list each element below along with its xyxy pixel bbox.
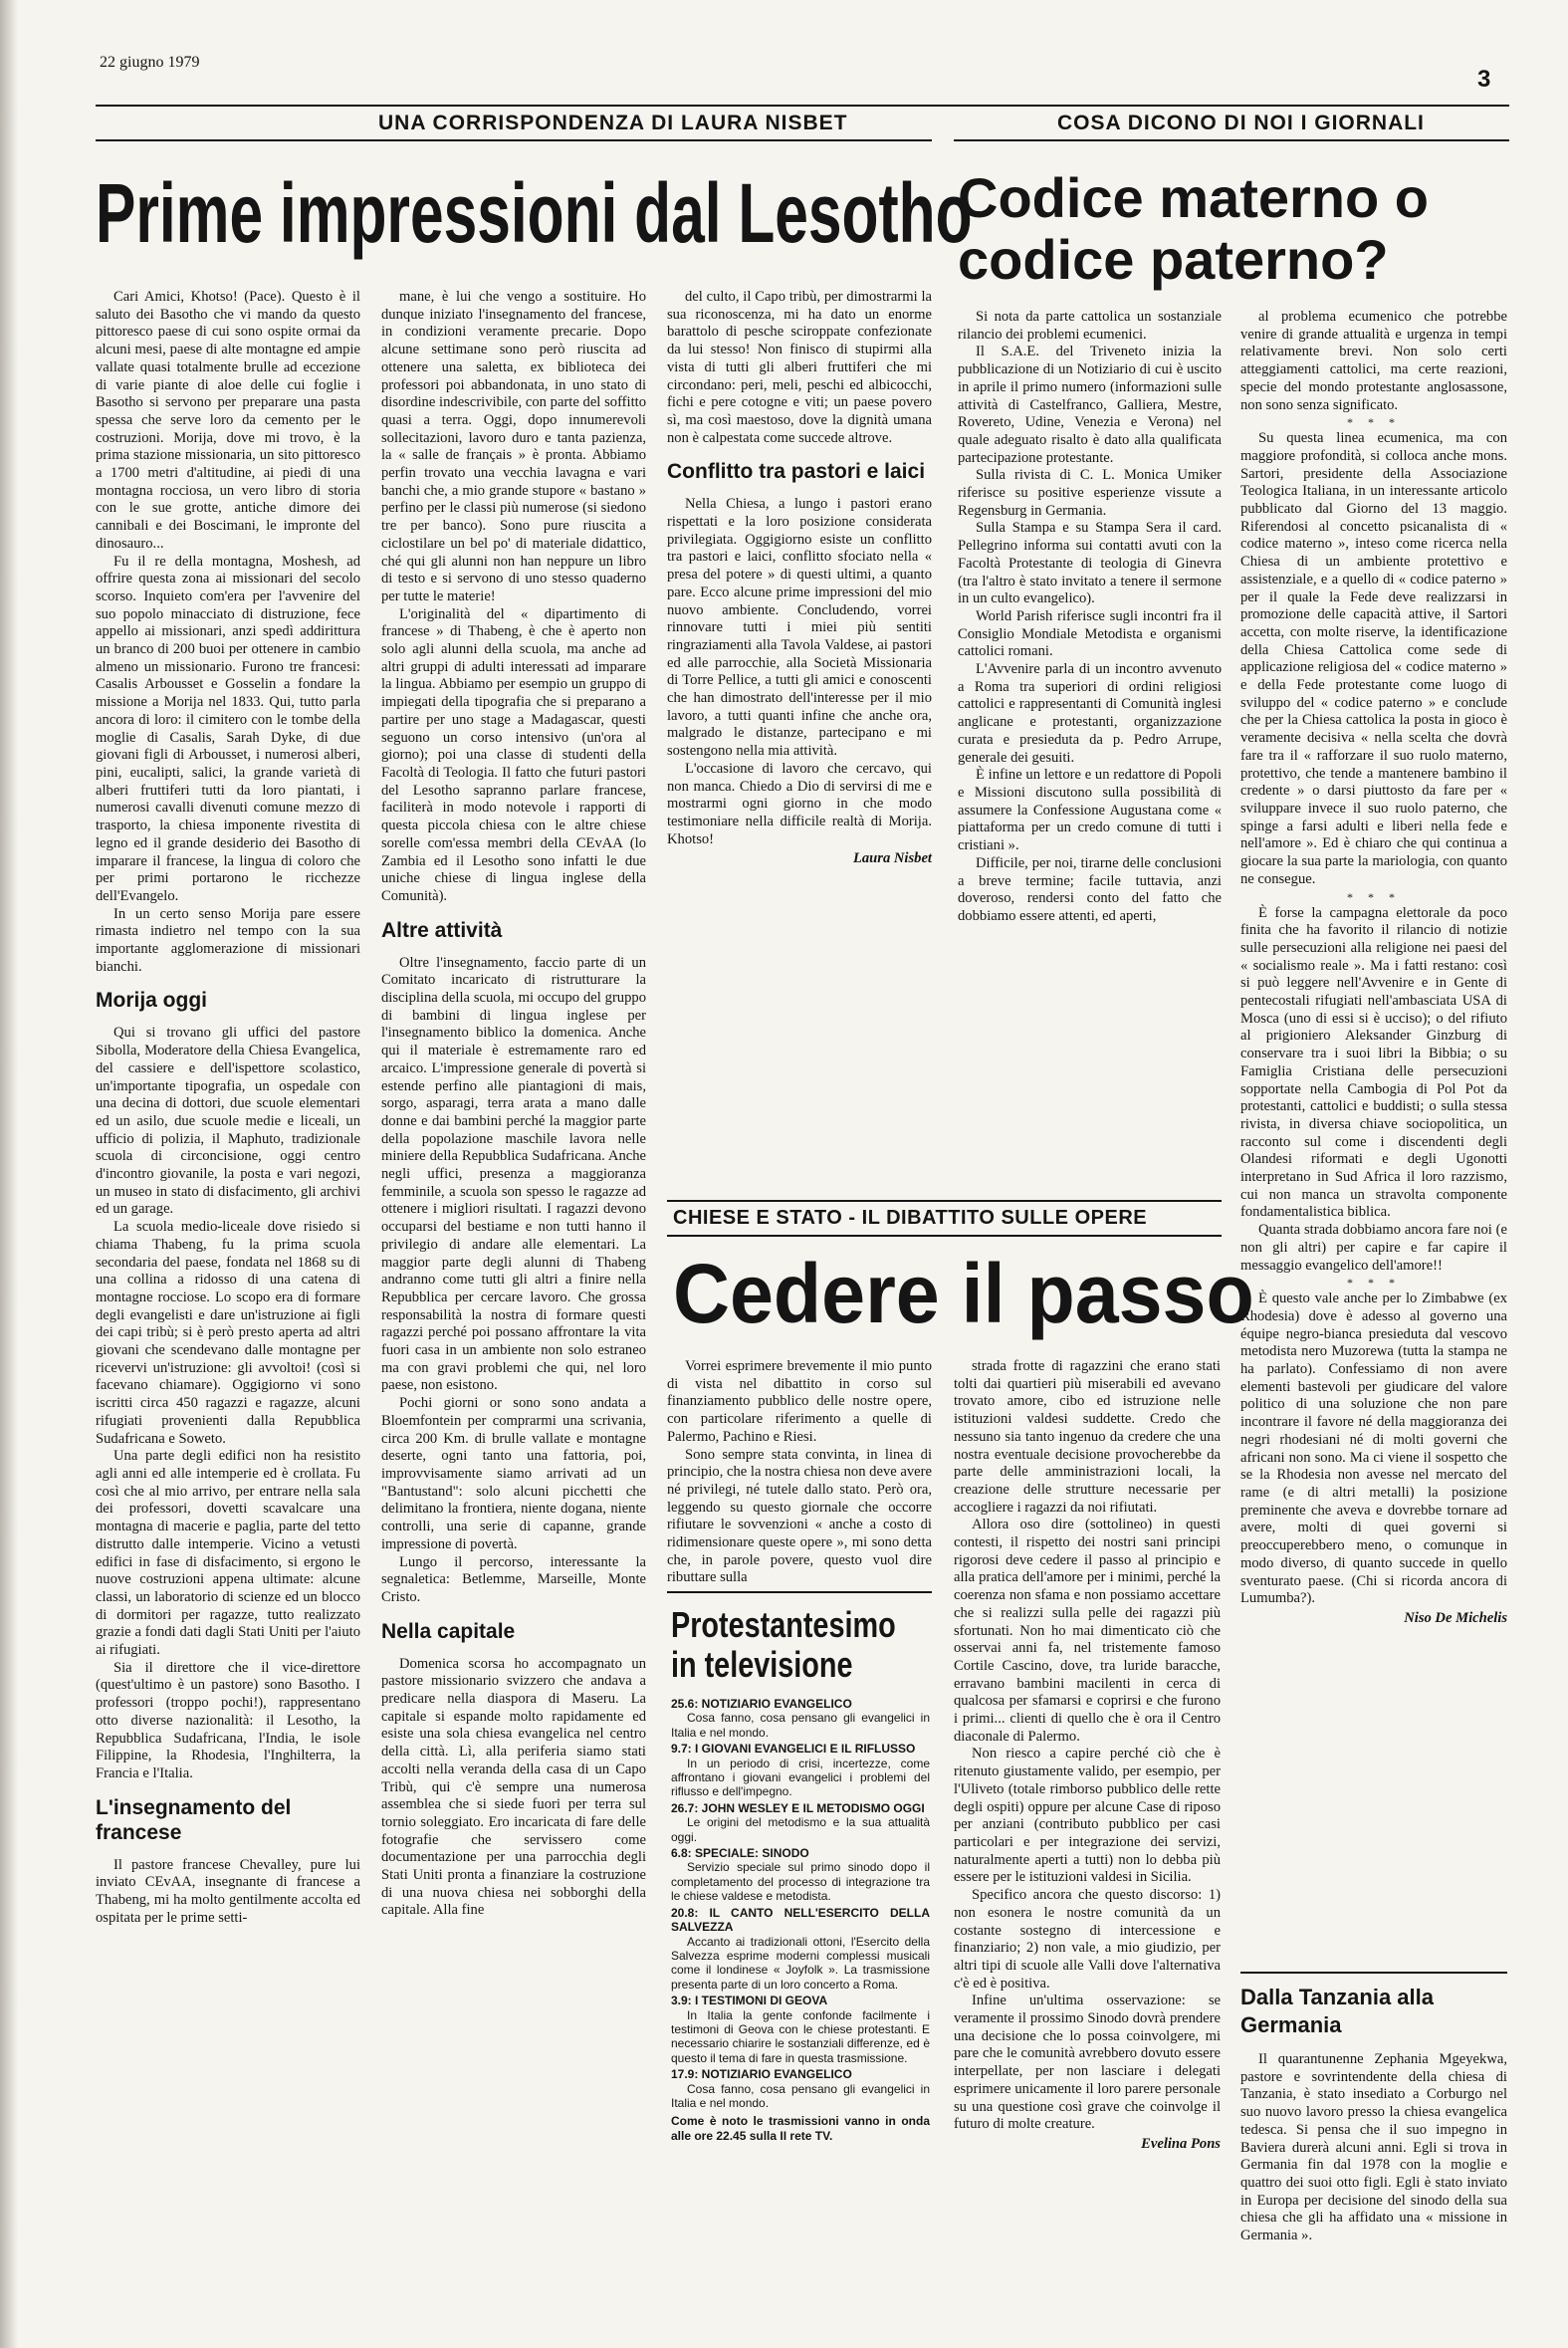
tv-title-line-1: Protestantesimo: [671, 1604, 896, 1645]
paragraph: Il S.A.E. del Triveneto inizia la pubblicazione di un Notiziario di cui è uscito in aprile il primo numero (informazioni sulle attività di Castelfranco, Galliera, Mestre, Rovereto, Udine, Venezia e Verona) nel quale adeguato risalto è dato alla qualificata partecipazione protestante.: [958, 344, 1222, 466]
signature-nisbet: Laura Nisbet: [852, 850, 932, 867]
paragraph: Difficile, per noi, tirarne delle conclusioni a breve termine; facile tuttavia, anzi doveroso, rendersi conto del fatto che dobbiamo essere attenti, ed aperti,: [958, 854, 1222, 924]
paragraph: In un certo senso Morija pare essere rimasta indietro nel tempo con la sua importante agglomerazione di missionari bianchi.: [96, 905, 360, 975]
giornali-kicker: COSA DICONO DI NOI I GIORNALI: [1057, 112, 1425, 134]
giornali-headline-line-2: codice paterno?: [958, 228, 1389, 291]
tv-item-text: Le origini del metodismo e la sua attualità oggi.: [671, 1815, 930, 1844]
tv-item: [671, 1846, 930, 1904]
paragraph: Il pastore francese Chevalley, pure lui inviato CEvAA, insegnante di francese a Thabeng, mi ha molto gentilmente accolta ed ospitata per le prime setti-: [96, 1856, 360, 1926]
tanzania-article: [1240, 1984, 1507, 2245]
paragraph: Specifico ancora che questo discorso: 1) non esonera le nostre comunità da un costante sostegno di intercessione e finanziario; 2) non vale, a mio giudizio, per altri tipi di scuole alle Valli dove l'alternativa c'è ed è positiva.: [954, 1887, 1221, 1992]
paragraph: del culto, il Capo tribù, per dimostrarmi la sua riconoscenza, mi ha dato un enorme barattolo di pesche sciroppate confezionate da lui stesso! Non finisco di stupirmi alla vista di tutti gli alberi fruttiferi che mi circondano: peri, meli, peschi ed albicocchi, fichi e pere cotogne e viti; un paese povero sì, ma così maestoso, dove la dignità umana non è calpestata come succede altrove.: [667, 289, 932, 446]
tv-item: [671, 2067, 930, 2110]
nisbet-column-2: [381, 289, 646, 1920]
giornali-kicker-rule: [954, 139, 1509, 141]
chiese-top-rule: [667, 1200, 1222, 1202]
paragraph: Sia il direttore che il vice-direttore (quest'ultimo è un pastore) sono Basotho. I professori (troppo pochi!), rappresentano otto diverse nazionalità: il Lesotho, la Repubblica Sudafricana, l'India, le isole Filippine, la Rhodesia, l'Inghilterra, la Francia e l'Italia.: [96, 1659, 360, 1781]
signature-de-michelis: Niso De Michelis: [1404, 1609, 1507, 1626]
tv-item-head: 26.7: JOHN WESLEY E IL METODISMO OGGI: [671, 1800, 925, 1815]
tv-item: [671, 1697, 930, 1740]
chiese-column-2: [954, 1358, 1221, 2154]
subhead-altre-attivita: Altre attività: [381, 918, 503, 942]
tv-item-head: 3.9: I TESTIMONI DI GEOVA: [671, 1994, 828, 2008]
tv-item-text: In un periodo di crisi, incertezze, come affrontano i giovani evangelici i problemi del riflusso e dell'impegno.: [671, 1756, 930, 1799]
paragraph: Infine un'ultima osservazione: se veramente il prossimo Sinodo dovrà prendere una decisione che lo possa coinvolgere, mi pare che le comunità avrebbero dovuto essere interpellate, per non lasciare i delegati esprimere unicamente il loro parere personale su una questione così grave che coinvolge il futuro di molte creature.: [954, 1993, 1221, 2133]
paragraph: L'originalità del « dipartimento di francese » di Thabeng, è che è aperto non solo agli alunni della scuola, ma anche ad altri gruppi di adulti interessati ad imparare la lingua. Abbiamo per esempio un gruppo di impiegati della tipografia che si preparano a partire per uno stage a Madagascar, questi seguono un corso intensivo (un'ora al giorno); poi una classe di studenti della Facoltà di Teologia. Il fatto che futuri pastori del Lesotho sapranno parlare francese, faciliterà in modo notevole i rapporti di questa piccola chiesa con le altre chiese sorelle com'essa membri della CEvAA (lo Zambia ed il Lesotho sono infatti le due uniche chiese di lingua inglese della Comunità).: [381, 605, 646, 904]
page-edge-shadow: [0, 0, 18, 2348]
paragraph: Cari Amici, Khotso! (Pace). Questo è il saluto dei Basotho che vi mando da questo pittoresco paese di cui sono ospite ormai da alcuni mesi, paese di alte montagne ed ampie vallate quasi totalmente brulle ad eccezione di varie piante di aloe delle cui foglie i Basotho si servono per preparare una pasta spessa che serve loro da cemento per le costruzioni. Morija, dove mi trovo, è la prima stazione missionaria, un sito pittoresco a 1700 metri d'altitudine, ai piedi di una montagna rocciosa, un vero libro di storia con le sue grotte, antiche dimore dei cannibali e dei Boscimani, le impronte del dinosauro...: [96, 289, 360, 552]
tv-item: [671, 1742, 930, 1799]
paragraph: Lungo il percorso, interessante la segnaletica: Betlemme, Marseille, Monte Cristo.: [381, 1553, 646, 1605]
paragraph: al problema ecumenico che potrebbe venire di grande attualità e urgenza in tempi relativamente brevi. Non solo certi atteggiamenti cattolici, ma certe reazioni, specie del mondo protestante anglosassone, non sono senza significato.: [1240, 309, 1507, 413]
tanzania-title: Dalla Tanzania alla Germania: [1240, 1985, 1435, 2037]
paragraph: Qui si trovano gli uffici del pastore Sibolla, Moderatore della Chiesa Evangelica, del cassiere e dell'ispettore scolastico, un'importante tipografia, un ospedale con una decina di dottori, due scuole elementari ed un asilo, due scuole medie e liceali, un ufficio di polizia, il Maphuto, tradizionale scuola di circoncisione, oggi centro d'incontro giovanile, la posta e vari negozi, un museo in stato di disfacimento, gli archivi ed un garage.: [96, 1025, 360, 1218]
nisbet-headline: Prime impressioni dal Lesotho: [96, 166, 973, 260]
paragraph: Allora oso dire (sottolineo) in questi contesti, il rispetto dei nostri sani principi rigorosi deve cedere il passo al principio e alla pratica dell'amore per i minimi, perché la coerenza non sfama e non possiamo accettare che si realizzi sulla pelle dei ragazzi più sfortunati. Non ho mai dimenticato ciò che osservai anni fa, nel tristemente famoso Cortile Cascino, dove, tra luride baracche, erravano bambini macilenti in cerca di qualcosa per sfamarsi e coprirsi e che furono i primi... clienti di quello che è ora il Centro diaconale di Palermo.: [954, 1517, 1221, 1745]
giornali-column-1: [958, 309, 1222, 926]
nisbet-kicker-rule: [96, 139, 932, 141]
subhead-insegnamento: L'insegnamento del francese: [96, 1795, 292, 1844]
paragraph: È questo vale anche per lo Zimbabwe (ex Rhodesia) dove è adesso al governo una équipe negro-bianca presieduta dal vescovo metodista nero Muzorewa (tutta la stampa ne ha parlato). Confessiamo di non avere elementi bastevoli per giudicare del valore politico di una soluzione che non pare incontrare il favore né della maggioranza dei negri rhodesiani né di molti governi che africani non sono. Ma ci viene il sospetto che se la Rhodesia non avesse nel mercato del rame (e di altri metalli) la posizione preminente che aveva e dovrebbe tornare ad avere, molti di quei governi si preoccuperebbero meno, o comunque in modo diverso, di quanto succede in quello sventurato paese. (Chi si ricorda ancora di Lumumba?).: [1240, 1291, 1507, 1607]
paragraph: Domenica scorsa ho accompagnato un pastore missionario svizzero che andava a predicare nella diaspora di Maseru. La capitale si espande molto rapidamente ed esiste una sola chiesa evangelica nel centro della città. Lì, alla periferia siamo stati accolti nella veranda della casa di un Capo Tribù, qui c'è sempre una numerosa assemblea che si siede fuori per terra sul tornio soleggiato. Ero incaricata di fare delle fotografie che servissero come documentazione per una parrocchia degli Stati Uniti pronta a finanziare la costruzione di una nuova chiesa nei sobborghi della capitale. Alla fine: [381, 1655, 646, 1919]
paragraph: Non riesco a capire perché ciò che è ritenuto giustamente valido, per esempio, per l'Uliveto (totale rimborso pubblico delle rette degli ospiti) oppure per alcune Case di riposo per anziani (contributo pubblico per casi particolari e per integrazione dei servizi, naturalmente aperti a tutti) non lo debba più essere per le istituzioni valdesi in Sicilia.: [954, 1746, 1221, 1886]
paragraph: Si nota da parte cattolica un sostanziale rilancio dei problemi ecumenici.: [958, 309, 1222, 343]
tv-item: [671, 1906, 930, 1992]
chiese-kicker: CHIESE E STATO - IL DIBATTITO SULLE OPERE: [673, 1207, 1148, 1229]
tv-item-text: Accanto ai tradizionali ottoni, l'Esercito della Salvezza esprime moderni complessi musicali come il londinese « Joyfolk ». La trasmissione presenta parte di un loro concerto a Roma.: [671, 1934, 930, 1992]
tv-item: [671, 1801, 930, 1844]
paragraph: World Parish riferisce sugli incontri fra il Consiglio Mondiale Metodista e organismi cattolici romani.: [958, 607, 1222, 660]
section-stars: * * *: [1347, 1276, 1401, 1291]
nisbet-kicker: UNA CORRISPONDENZA DI LAURA NISBET: [378, 112, 848, 134]
tv-item-head: 25.6: NOTIZIARIO EVANGELICO: [671, 1697, 852, 1711]
tv-item-text: Servizio speciale sul primo sinodo dopo il completamento del processo di integrazione tra le chiese valdese e metodista.: [671, 1860, 930, 1904]
section-stars: * * *: [1347, 415, 1401, 430]
section-stars: * * *: [1347, 889, 1401, 904]
giornali-headline-line-1: Codice materno o: [958, 166, 1429, 229]
tv-item-head: 6.8: SPECIALE: SINODO: [671, 1846, 809, 1861]
paragraph: strada frotte di ragazzini che erano stati tolti dai quartieri più miserabili ed avevano trovato amore, cibo ed istruzione nelle istituzioni valdesi suddette. Credo che nessuno sia tanto ingenuo da credere che una nostra eventuale decisione provocherebbe da parte delle amministrazioni locali, la creazione delle strutture necessarie per accogliere i ragazzi da noi rifiutati.: [954, 1358, 1221, 1516]
paragraph: mane, è lui che vengo a sostituire. Ho dunque iniziato l'insegnamento del francese, in condizioni veramente precarie. Dopo alcune settimane sono però riuscita ad ottenere una saletta, ex biblioteca dei professori poi abbandonata, in uno stato di disordine indescrivibile, con parte del soffitto quasi a terra. Oggi, dopo innumerevoli sollecitazioni, lavoro duro e tanta pazienza, la « salle de français » è pronta. Abbiamo perfin trovato una vecchia lavagna e vari banchi che, a mio grande stupore « bastano » perfino per le classi più numerose (si siedono tre per banco). Sono pure riuscita a ciclostilare un bel po' di materiale didattico, ché qui gli alunni non han neppure un libro di testo e si servono di uno stesso quaderno per tutte le materie!: [381, 289, 646, 604]
chiese-column-1: [667, 1358, 932, 1587]
paragraph: Una parte degli edifici non ha resistito agli anni ed alle intemperie ed è crollata. Fu così che al mio arrivo, per entrare nella sala dei professori, dovetti scavalcare una montagna di macerie e paglia, parte del tetto distrutto dalle intemperie. Vicino a vetusti edifici in fase di disfacimento, si ergono le nuove costruzioni appena ultimate: alcune classi, un laboratorio di scienze ed un blocco di dormitori per ragazze, tutto realizzato grazie a fondi dati dagli Stati Uniti per l'aiuto ai rifugiati.: [96, 1448, 360, 1659]
subhead-conflitto: Conflitto tra pastori e laici: [667, 460, 926, 484]
tv-item-text: In Italia la gente confonde facilmente i testimoni di Geova con le chiese protestanti. E necessario chiarire le sostanziali differenze, ed è questo il tema di fare in questa trasmissione.: [671, 2007, 930, 2065]
tv-footer-note: Come è noto le trasmissioni vanno in onda alle ore 22.45 sulla II rete TV.: [671, 2114, 930, 2143]
tv-title-line-2: in televisione: [671, 1644, 853, 1685]
paragraph: Fu il re della montagna, Moshesh, ad offrire questa zona ai missionari del secolo scorso. Inquieto com'era per l'avvenire del suo popolo minacciato di distruzione, fece appello ai missionari, anzi spedì addirittura un branco di 200 buoi per ottenere in cambio almeno un missionario. Furono tre francesi: Casalis Arbousset e Gosselin a fondare la missione a Morija nel 1833. Qui, tutto parla ancora di loro: il cimitero con le tombe della moglie di Casalis, Sarah Dyke, di due giovani figli di Arbousset, i numerosi alberi, pini, eucalipti, salici, la grande varietà di alberi fruttiferi tutti da loro piantati, i numerosi cavalli divenuti comune mezzo di trasporto, la chiesa imponente rivestita di legno ed il grande desiderio dei Basotho di imparare il francese, la lingua di coloro che per primi portarono le ricchezze dell'Evangelo.: [96, 553, 360, 904]
paragraph: È forse la campagna elettorale da poco finita che ha favorito il rilancio di notizie sulle persecuzioni alla religione nei paesi del « socialismo reale ». Ma i fatti restano: così si può leggere nell'Avvenire e in Gente di pentecostali rifugiati nell'ambasciata USA di Mosca (uno di essi si è ucciso); o del rifiuto al prigioniero Aleksander Ginzburg di conservare tra i suoi libri la Bibbia; o su Famiglia Cristiana delle persecuzioni sopportate nella Cambogia di Pol Pot da protestanti, cattolici e buddisti; o sulla stessa rivista, in diversa chiave sociopolitica, un racconto sul come i discendenti degli Olandesi riformati e degli Ugonotti interpretano in Sud Africa il loro razzismo, cui non manca un stravolta componente fondamentalistica biblica.: [1240, 904, 1507, 1221]
tv-item-head: 17.9: NOTIZIARIO EVANGELICO: [671, 2067, 852, 2082]
top-rule: [96, 105, 1509, 107]
paragraph: Pochi giorni or sono sono andata a Bloemfontein per comprarmi una scrivania, circa 200 Km. di brulle vallate e montagne deserte, ogni tanto una fattoria, poi, improvvisamente siamo arrivati ad un "Bantustand": solo alcuni picchetti che delimitano la frontiera, niente dogana, niente controlli, una serie di capanne, grande impressione di povertà.: [381, 1395, 646, 1552]
paragraph: La scuola medio-liceale dove risiedo si chiama Thabeng, fu la prima scuola secondaria del paese, fondata nel 1868 su di una collina a ridosso di una catena di montagne rocciose. Lo scopo era di formare degli evangelisti e dare un'istruzione ai figli dei capi tribù; si è però presto aperta ad altri giovani che scendevano dalle montagne per ricevervi un'istruzione: gli avvoltoi! (così si facevano chiamare). Oggigiorno vi sono iscritti circa 450 ragazzi e ragazze, alcuni rifugiati provenienti dalla Repubblica Sudafricana e Soweto.: [96, 1219, 360, 1447]
paragraph: Quanta strada dobbiamo ancora fare noi (e non gli altri) per capire e far capire il messaggio evangelico dell'amore!!: [1240, 1222, 1507, 1274]
giornali-column-2: [1240, 309, 1507, 1628]
tv-item-head: 9.7: I GIOVANI EVANGELICI E IL RIFLUSSO: [671, 1742, 916, 1757]
paragraph: L'occasione di lavoro che cercavo, qui non manca. Chiedo a Dio di servirsi di me e mostrarmi ogni giorno in che modo testimoniare nella difficile realtà di Morija. Khotso!: [667, 760, 932, 847]
nisbet-column-1: [96, 289, 360, 1927]
paragraph: Vorrei esprimere brevemente il mio punto di vista nel dibattito in corso sul finanziamento pubblico delle nostre opere, con particolare riferimento a quelle di Palermo, Pachino e Riesi.: [667, 1358, 932, 1445]
page-number: 3: [1477, 66, 1491, 93]
tv-item-text: Cosa fanno, cosa pensano gli evangelici in Italia e nel mondo.: [671, 1711, 930, 1740]
tv-item: [671, 1994, 930, 2065]
paragraph: Il quarantunenne Zephania Mgeyekwa, pastore e sovrintendente della chiesa di Tanzania, è stato insediato a Corburgo nel suo nuovo lavoro presso la chiesa evangelica tedesca. Si pensa che il suo impegno in Baviera durerà alcuni anni. Egli si trova in Germania fin dal 1978 con la moglie e quattro dei suoi otto figli. Egli è stato inviato in Europa per decisione del sinodo della sua chiesa che gli ha affidato una « missione in Germania ».: [1240, 2051, 1507, 2244]
tv-listing: [671, 1605, 930, 2143]
paragraph: È infine un lettore e un redattore di Popoli e Missioni discutono sulla possibilità di assumere la Confessione Augustana come « piattaforma per un credo comune di tutti i cristiani ».: [958, 767, 1222, 854]
paragraph: Sulla Stampa e su Stampa Sera il card. Pellegrino informa sui contatti avuti con la Facoltà Protestante di teologia di Ginevra (tra l'altro è stato invitato a tenere il sermone in un culto evangelico).: [958, 520, 1222, 607]
chiese-kicker-rule: [667, 1235, 1222, 1237]
paragraph: Su questa linea ecumenica, ma con maggiore profondità, si colloca anche mons. Sartori, presidente della Associazione Teologica Italiana, in un interessante articolo pubblicato dal Giorno del 13 maggio. Riferendosi al concetto psicanalista di « codice materno », inteso come ricerca nella Chiesa di un ambiente protettivo e assistenziale, e a quello di « codice paterno » per il quale la Fede deve realizzarsi in promozione delle capacità attive, il Sartori accetta, con molte riserve, la identificazione della Chiesa Cattolica come sede di applicazione religiosa del « codice materno » e della Fede protestante come luogo di sviluppo del « codice paterno » e conclude che per la Chiesa cattolica la posta in gioco è veramente decisiva « nella scelta che dovrà fare tra il « rafforzare il suo ruolo materno, protettivo, che tende a mantenere bambino il credente » o darsi piuttosto da fare per « sviluppare invece il suo ruolo paterno, che spinge a farsi adulti e liberi nella fede e nell'amore ». Ed è chiaro che qui continua a giocare la sua parte la mariologia, con quanto ne consegue.: [1240, 430, 1507, 887]
tv-listing-title: [671, 1605, 926, 1685]
tv-box-rule: [667, 1591, 932, 1593]
paragraph: Sulla rivista di C. L. Monica Umiker riferisce su positive esperienze vissute a Regensburg in Germania.: [958, 467, 1222, 519]
issue-date: 22 giugno 1979: [100, 54, 200, 71]
paragraph: Nella Chiesa, a lungo i pastori erano rispettati e la loro posizione considerata privilegiata. Oggigiorno esiste un conflitto tra pastori e laici, conflitto sfociato nella « presa del potere » di questi ultimi, a quanto pare. Ecco alcune prime impressioni del mio nuovo ambiente. Concludendo, vorrei rinnovare tutti i miei più sentiti ringraziamenti alla Tavola Valdese, ai pastori ed alle parrocchie, alla Società Missionaria di Torre Pellice, a tutti gli amici e conoscenti che han dimostrato dell'interesse per il mio lavoro, a tutti quanti infine che anche ora, malgrado le distanze, partecipano e mi sostengono nella mia attività.: [667, 496, 932, 760]
tanzania-rule: [1240, 1972, 1507, 1974]
subhead-morija-oggi: Morija oggi: [96, 989, 207, 1013]
paragraph: Sono sempre stata convinta, in linea di principio, che la nostra chiesa non deve avere né privilegi, né tutele dallo stato. Però ora, leggendo su questo giornale che occorre rifiutare le sovvenzioni « anche a costo di ridimensionare queste opere », mi sono detta che, in parole povere, questo vuol dire ributtare sulla: [667, 1446, 932, 1586]
giornali-headline: [958, 167, 1429, 291]
nisbet-column-3: [667, 289, 932, 868]
paragraph: Oltre l'insegnamento, faccio parte di un Comitato incaricato di ristrutturare la disciplina della scuola, mi occupo del gruppo di bambini di lingua inglese per l'insegnamento biblico la domenica. Anche qui il materiale è estremamente raro ed arcaico. L'impressione generale di povertà si estende perfino alle piantagioni di mais, sorgo, asparagi, terra arata a mano dalle donne e dai bambini perché la maggior parte della popolazione maschile lavora nelle miniere della Repubblica Sudafricana. Anche negli uffici, presenza a maggioranza femminile, a scuola son spesso le ragazze ad ottenere i migliori risultati. I ragazzi devono occuparsi del bestiame e non tutti hanno il privilegio di andare alle elementari. La maggior parte degli alunni di Thabeng andranno come tutti gli altri a finire nella Repubblica per cercare lavoro. Che grossa responsabilità la nostra di formare questi ragazzi perché poi possano affrontare la vita fuori casa in un ambiente non solo estraneo ma con gravi problemi che qui, nel loro paese, non esistono.: [381, 954, 646, 1394]
subhead-nella-capitale: Nella capitale: [381, 1619, 516, 1643]
chiese-headline: Cedere il passo: [673, 1247, 1254, 1340]
tv-item-text: Cosa fanno, cosa pensano gli evangelici in Italia e nel mondo.: [671, 2081, 930, 2110]
paragraph: L'Avvenire parla di un incontro avvenuto a Roma tra superiori di ordini religiosi cattolici e rappresentanti di Comunità inglesi anglicane e protestanti, organizzazione curata e presieduta da p. Pedro Arrupe, generale dei gesuiti.: [958, 661, 1222, 766]
tv-item-head: 20.8: IL CANTO NELL'ESERCITO DELLA SALVEZZA: [671, 1905, 930, 1935]
signature-pons: Evelina Pons: [1141, 2135, 1221, 2152]
